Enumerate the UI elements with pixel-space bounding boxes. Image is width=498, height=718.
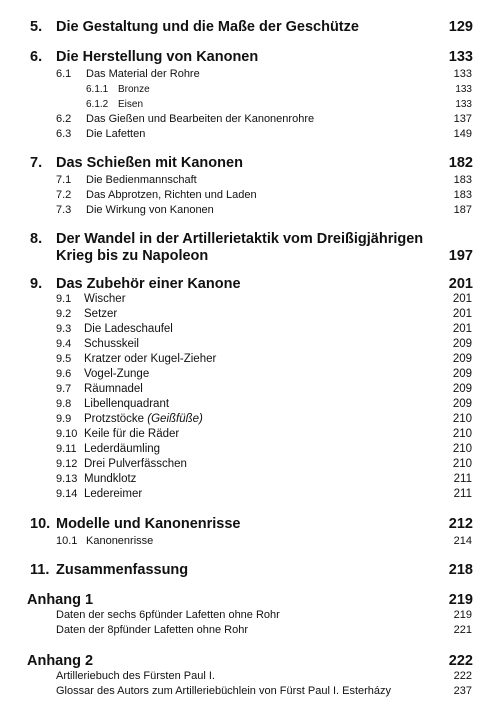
page-number: 137 xyxy=(453,113,472,125)
subsection-title: Eisen xyxy=(118,99,144,110)
page-number: 222 xyxy=(453,670,472,682)
page-number: 133 xyxy=(455,84,472,95)
page-number: 211 xyxy=(453,488,472,500)
section-title-italic: (Geißfüße) xyxy=(147,413,203,425)
page-number: 212 xyxy=(448,516,473,532)
section-title: Ledereimer xyxy=(84,488,143,500)
chapter-number: 11. xyxy=(30,562,50,578)
page-number: 210 xyxy=(452,428,472,440)
section-title: Mundklotz xyxy=(84,473,137,485)
page-number: 221 xyxy=(453,624,472,636)
page-number: 209 xyxy=(452,398,472,410)
section-title: Libellenquadrant xyxy=(84,398,170,410)
page-number: 129 xyxy=(448,19,473,35)
section-title: Kratzer oder Kugel-Zieher xyxy=(84,353,217,365)
section-number: 9.5 xyxy=(56,353,72,365)
section-number: 9.1 xyxy=(56,293,72,305)
section-title: Schusskeil xyxy=(84,338,139,350)
appendix-entry-title: Daten der 8pfünder Lafetten ohne Rohr xyxy=(56,624,249,636)
section-number: 9.10 xyxy=(56,428,78,440)
chapter-title: Das Zubehör einer Kanone xyxy=(56,276,241,292)
appendix-entry-title: Artilleriebuch des Fürsten Paul I. xyxy=(56,670,215,682)
appendix-title: Anhang 1 xyxy=(27,592,94,608)
page-number: 197 xyxy=(448,248,473,264)
chapter-title: Die Herstellung von Kanonen xyxy=(56,49,259,65)
section-title: Kanonenrisse xyxy=(86,535,154,547)
page-number: 149 xyxy=(453,128,472,140)
appendix-entry-title: Daten der sechs 6pfünder Lafetten ohne Rohr xyxy=(56,609,280,621)
appendix-title: Anhang 2 xyxy=(27,653,94,669)
page-number: 222 xyxy=(448,653,473,669)
page-number: 219 xyxy=(448,592,473,608)
page-number: 133 xyxy=(453,68,472,80)
section-title: Räumnadel xyxy=(84,383,143,395)
page-number: 187 xyxy=(453,204,472,216)
page-number: 201 xyxy=(448,276,473,292)
section-number: 9.4 xyxy=(56,338,72,350)
section-title: Das Material der Rohre xyxy=(86,68,200,80)
page-number: 219 xyxy=(453,609,472,621)
page-number: 209 xyxy=(452,383,472,395)
chapter-title-line-1: Der Wandel in der Artillerietaktik vom Dreißigjährigen xyxy=(56,231,424,247)
appendix-entry-title: Glossar des Autors zum Artilleriebüchlein von Fürst Paul I. Esterházy xyxy=(56,685,392,697)
section-number: 6.2 xyxy=(56,113,72,125)
page-number: 183 xyxy=(453,189,472,201)
section-title: Drei Pulverfässchen xyxy=(84,458,187,470)
section-title: Setzer xyxy=(84,308,118,320)
section-number: 7.2 xyxy=(56,189,72,201)
section-number: 9.11 xyxy=(56,443,77,455)
page-number: 201 xyxy=(452,308,472,320)
section-number: 7.3 xyxy=(56,204,72,216)
section-title: Das Abprotzen, Richten und Laden xyxy=(86,189,257,201)
section-number: 9.13 xyxy=(56,473,78,485)
section-title: Die Lafetten xyxy=(86,128,146,140)
page-number: 210 xyxy=(452,443,472,455)
chapter-number: 7. xyxy=(30,155,43,171)
chapter-number: 6. xyxy=(30,49,43,65)
section-number: 7.1 xyxy=(56,174,72,186)
section-title: Die Ladeschaufel xyxy=(84,323,173,335)
page-number: 133 xyxy=(455,99,472,110)
chapter-number: 5. xyxy=(30,19,43,35)
page-number: 211 xyxy=(453,473,472,485)
page-number: 214 xyxy=(453,535,472,547)
chapter-number: 8. xyxy=(30,231,43,247)
chapter-title-line-2: Krieg bis zu Napoleon xyxy=(56,248,209,264)
page-number: 133 xyxy=(448,49,473,65)
section-title: Keile für die Räder xyxy=(84,428,180,440)
section-number: 6.1 xyxy=(56,68,72,80)
section-number: 9.2 xyxy=(56,308,72,320)
section-number: 9.9 xyxy=(56,413,72,425)
section-title: Die Wirkung von Kanonen xyxy=(86,204,214,216)
chapter-title: Das Schießen mit Kanonen xyxy=(56,155,243,171)
page-number: 218 xyxy=(448,562,473,578)
page-number: 201 xyxy=(452,323,472,335)
section-number: 9.14 xyxy=(56,488,78,500)
section-title: Wischer xyxy=(84,293,126,305)
section-number: 9.3 xyxy=(56,323,72,335)
chapter-title: Modelle und Kanonenrisse xyxy=(56,516,241,532)
chapter-title: Die Gestaltung und die Maße der Geschütze xyxy=(56,19,359,35)
page-number: 209 xyxy=(452,368,472,380)
page-number: 201 xyxy=(452,293,472,305)
section-title: Vogel-Zunge xyxy=(84,368,150,380)
section-title: Das Gießen und Bearbeiten der Kanonenrohre xyxy=(86,113,315,125)
subsection-number: 6.1.1 xyxy=(86,84,109,95)
page-number: 209 xyxy=(452,353,472,365)
section-title: Die Bedienmannschaft xyxy=(86,174,197,186)
subsection-number: 6.1.2 xyxy=(86,99,109,110)
page-number: 182 xyxy=(448,155,473,171)
page-number: 209 xyxy=(452,338,472,350)
section-number: 9.12 xyxy=(56,458,78,470)
section-title: Lederdäumling xyxy=(84,443,161,455)
section-number: 10.1 xyxy=(56,535,78,547)
section-title: Protzstöcke xyxy=(84,413,145,425)
chapter-number: 10. xyxy=(30,516,51,532)
section-number: 9.6 xyxy=(56,368,72,380)
section-number: 9.8 xyxy=(56,398,72,410)
page-number: 237 xyxy=(453,685,472,697)
section-title-group xyxy=(84,413,203,425)
page-number: 183 xyxy=(453,174,472,186)
subsection-title: Bronze xyxy=(118,84,150,95)
section-number: 6.3 xyxy=(56,128,72,140)
chapter-title: Zusammenfassung xyxy=(56,562,189,578)
chapter-number: 9. xyxy=(30,276,43,292)
page-number: 210 xyxy=(452,413,472,425)
section-number: 9.7 xyxy=(56,383,72,395)
page-number: 210 xyxy=(452,458,472,470)
